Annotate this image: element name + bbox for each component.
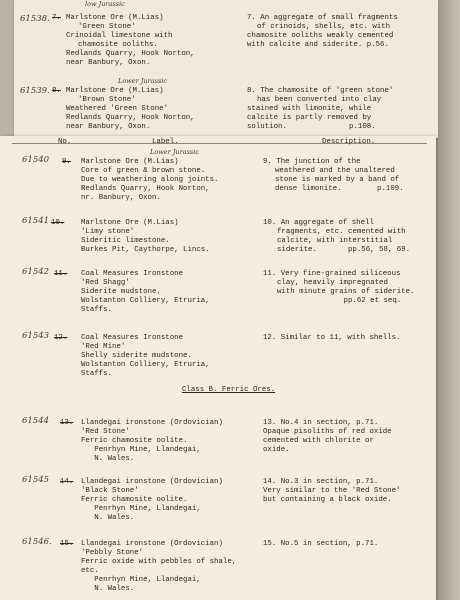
main-sheet: No. Label. Description. Lower Jurassic 61540 9. Marlstone Ore (M.Lias) Core of green & brown stone. Due to weathering along joints. Redlands Quarry, Hook Norton, nr. Banbury, Oxon. 9. The junction of the weathered and the unaltered stone is marked by a band of dense limonite. p.109. 61541 10. Marlstone Ore (M.Lias) 'Limy stone' Sideritic limestone. Burkes Pit, Caythorpe, Lincs. 10. An aggregate of shell fragments, etc. cemented with calcite, with interstitial siderite. pp.56, 58, 69. 61542 11. Coal Measures Ironstone 'Red Shagg' Siderite mudstone. Wolstanton Colliery, Etruria, Staffs. 11. Very fine-grained siliceous clay, heavily impregnated with minute grains of siderite. pp.62 et seq. 61543 12. Coal Measures Ironstone 'Red Mine' Shelly siderite mudstone. Wolstanton Colliery, Etruria, Staffs. 12. Similar to 11, with shells. Class B. Ferric Ores. 61544 13. Llandegai ironstone (Ordovician) 'Red Stone' Ferric chamosite oolite. Penrhyn Mine, Llandegai, N. Wales. 13. No.4 in section, p.71. Opaque pisoliths of red oxide cemented with chlorite or oxide. 61545 14. Llandegai ironstone (Ordovician) 'Black Stone' Ferric chamosite oolite. Penrhyn Mine, Llandegai, N. Wales. 14. No.3 in section, p.71. Very similar to the 'Red Stone' but containing a black oxide. 61546. 15. Llandegai ironstone (Ordovician) 'Pebbly Stone' Ferric oxide with pebbles of shale, etc. Penrhyn Mine, Llandegai, N. Wales. 15. No.5 in section, p.71. (0, 136, 436, 600)
typed-number: 7. (52, 14, 61, 22)
handwritten-number: 61538. (20, 14, 50, 24)
handwritten-number: 61542 (22, 267, 50, 277)
section-heading: Class B. Ferric Ores. (182, 386, 276, 394)
typed-number: 9. (62, 158, 71, 166)
column-header-label: Label. (152, 138, 179, 146)
page-edge (436, 0, 460, 600)
handwritten-number: 61546. (22, 537, 52, 547)
handwritten-number: 61539. (20, 86, 50, 96)
typed-number: 15. (60, 540, 74, 548)
typed-number: 13. (60, 419, 74, 427)
handwritten-number: 61543 (22, 331, 50, 341)
handwritten-annotation: Lower Jurassic (118, 77, 167, 85)
handwritten-annotation: Lower Jurassic (150, 148, 199, 156)
typed-number: 11. (54, 270, 68, 278)
top-sheet: low Jurassic 61538. 7. Marlstone Ore (M.Lias) 'Green Stone' Crinoidal limestone with chamosite ooliths. Redlands Quarry, Hook Norton, near Banbury, Oxon. 7. An aggregate of small fragments of crinoids, shells, etc. with chamosite ooliths weakly cemented with calcite and siderite. p.56. Lower Jurassic 61539. 8. Marlstone Ore (M.Lias) 'Brown Stone' Weathered 'Green Stone' Redlands Quarry, Hook Norton, near Banbury, Oxon. 8. The chamosite of 'green stone' has been converted into clay stained with limonite, while calcite is partly removed by solution. p.108. (14, 0, 438, 138)
typed-number: 8. (52, 87, 61, 95)
handwritten-number: 61545 (22, 475, 50, 485)
handwritten-number: 61540 (22, 155, 50, 165)
typed-number: 14. (60, 478, 74, 486)
column-header-description: Description. (322, 138, 376, 146)
column-header-no: No. (58, 138, 72, 146)
handwritten-number: 61541 (22, 216, 50, 226)
typed-number: 10. (51, 219, 65, 227)
handwritten-annotation: low Jurassic (85, 0, 125, 8)
handwritten-number: 61544 (22, 416, 50, 426)
typed-number: 12. (54, 334, 68, 342)
